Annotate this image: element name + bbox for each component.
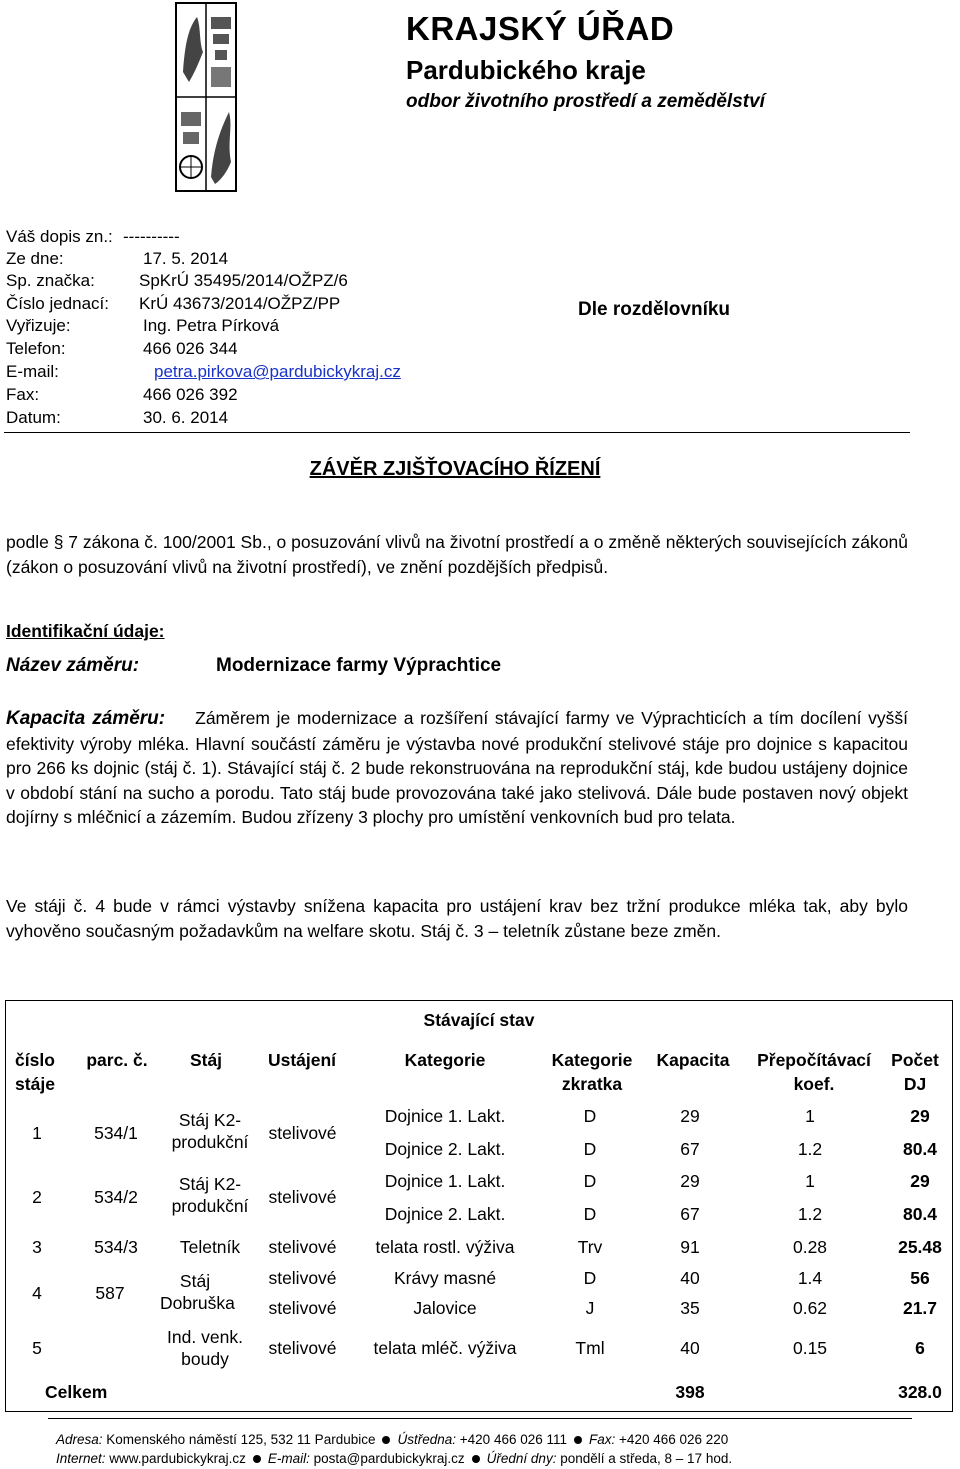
cell-stall: Stáj Dobruška [160,1271,235,1313]
cell-stall-number: 3 [32,1237,42,1257]
cell-capacity: 40 [680,1268,700,1288]
cell-stall: Stáj K2-produkční [171,1110,249,1152]
ref-row-date-from: Ze dne: 17. 5. 2014 [6,249,229,268]
region-name: Pardubického kraje [406,55,646,85]
footer-line-2: Internet: www.pardubickykraj.cz E-mail: posta@pardubickykraj.cz Úřední dny: pondělí a středa, 8 – 17 hod. [56,1451,733,1466]
ref-row-file-mark: Sp. značka: SpKrÚ 35495/2014/OŽPZ/6 [6,271,348,290]
cell-dj: 29 [910,1171,930,1191]
ref-row-phone: Telefon: 466 026 344 [6,339,238,358]
cell-housing: stelivové [268,1123,337,1143]
cell-coef: 1.4 [797,1268,823,1288]
th-parcel: parc. č. [86,1050,148,1070]
cell-capacity: 29 [680,1171,700,1191]
document-title: ZÁVĚR ZJIŠŤOVACÍHO ŘÍZENÍ [309,458,601,480]
total-label: Celkem [45,1382,108,1402]
cell-category: Dojnice 1. Lakt. [384,1171,506,1191]
cell-abbr: J [585,1298,595,1318]
recipient: Dle rozdělovníku [578,299,731,320]
capacity-label: Kapacita záměru: [6,708,166,729]
website-link[interactable]: www.pardubickykraj.cz [109,1451,246,1466]
cell-capacity: 91 [680,1237,700,1257]
cell-capacity: 67 [680,1204,700,1224]
cell-category: Dojnice 1. Lakt. [384,1106,506,1126]
th-housing: Ustájení [267,1050,337,1070]
divider [4,432,910,433]
footer-line-1: Adresa: Komenského náměstí 125, 532 11 Pardubice Ústředna: +420 466 026 111 Fax: +420 466 026 220 [56,1432,729,1447]
cell-dj: 80.4 [902,1204,938,1224]
email-link[interactable]: petra.pirkova@pardubickykraj.cz [154,362,401,381]
office-name: KRAJSKÝ ÚŘAD [406,10,675,47]
cell-capacity: 29 [680,1106,700,1126]
ref-row-email: E-mail: petra.pirkova@pardubickykraj.cz [6,362,401,381]
bullet-icon [574,1436,582,1444]
cell-stall: Ind. venk. boudy [167,1327,243,1369]
cell-coef: 0.15 [792,1338,828,1358]
cell-stall-number: 4 [32,1283,42,1303]
cell-stall-number: 5 [32,1338,42,1358]
th-category-abbr: Kategorie zkratka [551,1050,633,1094]
cell-category: Jalovice [413,1298,477,1318]
footer-email-link[interactable]: posta@pardubickykraj.cz [313,1451,465,1466]
project-name-label: Název záměru: [6,655,140,676]
bullet-icon [472,1455,480,1463]
cell-housing: stelivové [268,1338,337,1358]
cell-dj: 56 [910,1268,930,1288]
cell-parcel: 587 [95,1283,125,1303]
cell-abbr: D [583,1268,597,1288]
department-name: odbor životního prostředí a zemědělství [406,91,765,112]
cell-coef: 1 [805,1106,815,1126]
cell-abbr: D [583,1139,597,1159]
cell-parcel: 534/3 [94,1237,138,1257]
th-category: Kategorie [404,1050,486,1070]
cell-dj: 6 [915,1338,925,1358]
th-stall-number: číslo stáje [15,1050,55,1094]
total-dj: 328.0 [898,1382,942,1402]
cell-stall-number: 1 [32,1123,42,1143]
cell-stall: Teletník [179,1237,241,1257]
th-livestock-units: Počet DJ [891,1050,939,1094]
cell-parcel: 534/1 [94,1123,138,1143]
table-title: Stávající stav [423,1010,535,1030]
cell-coef: 1 [805,1171,815,1191]
cell-coef: 0.28 [792,1237,828,1257]
cell-housing: stelivové [268,1298,337,1318]
cell-coef: 1.2 [797,1204,823,1224]
stall4-paragraph: Ve stáji č. 4 bude v rámci výstavby snížena kapacita pro ustájení krav bez tržní produkce mléka tak, aby bylo vyhověno současným požadavkům na welfare skotu. Stáj č. 3 – teletník zůstane beze změn. [6,896,908,941]
ref-row-reference-number: Číslo jednací: KrÚ 43673/2014/OŽPZ/PP [6,294,341,313]
identification-heading: Identifikační údaje: [6,621,165,641]
bullet-icon [253,1455,261,1463]
cell-abbr: Trv [577,1237,603,1257]
cell-category: Dojnice 2. Lakt. [384,1139,506,1159]
regional-crest-logo [175,2,237,192]
capacity-text: Záměrem je modernizace a rozšíření stávající farmy ve Výprachticích a tím docílení vyšší efektivity výroby mléka. Hlavní součástí záměru je výstavba nové produkční stelivové stáje pro dojnice s kapacitou pro 266 ks dojnic (stáj č. 1). Stávající stáj č. 2 bude rekonstruována na reprodukční stáj, kde budou ustájeny dojnice v období stání na sucho a porodu. Tato stáj bude provozována také jako stelivová. Dále bude postaven nový objekt dojírny s mléčnicí a zázemím. Budou zřízeny 3 plochy pro umístění venkovních bud pro telata. [6,708,908,827]
footer-divider [48,1418,912,1419]
cell-abbr: D [583,1106,597,1126]
cell-category: Dojnice 2. Lakt. [384,1204,506,1224]
cell-abbr: Tml [575,1338,605,1358]
project-name-value: Modernizace farmy Výprachtice [216,655,502,676]
cell-category: Krávy masné [393,1268,497,1288]
cell-dj: 80.4 [902,1139,938,1159]
cell-stall-number: 2 [32,1187,42,1207]
cell-housing: stelivové [268,1237,337,1257]
cell-abbr: D [583,1204,597,1224]
cell-abbr: D [583,1171,597,1191]
th-coefficient: Přepočítávací koef. [757,1050,871,1094]
cell-capacity: 35 [680,1298,700,1318]
cell-capacity: 67 [680,1139,700,1159]
cell-capacity: 40 [680,1338,700,1358]
ref-row-fax: Fax: 466 026 392 [6,385,238,404]
cell-housing: stelivové [268,1268,337,1288]
cell-dj: 25.48 [898,1237,942,1257]
th-capacity: Kapacita [656,1050,730,1070]
cell-category: telata rostl. výživa [375,1237,515,1257]
cell-category: telata mléč. výživa [373,1338,517,1358]
law-reference-text: podle § 7 zákona č. 100/2001 Sb., o posuzování vlivů na životní prostředí a o změně některých souvisejících zákonů (zákon o posuzování vlivů na životní prostředí), ve znění pozdějších předpisů. [6,532,908,577]
cell-stall: Stáj K2-produkční [171,1174,249,1216]
ref-row-handled-by: Vyřizuje: Ing. Petra Pírková [6,316,280,335]
cell-housing: stelivové [268,1187,337,1207]
cell-coef: 1.2 [797,1139,823,1159]
th-stall: Stáj [189,1050,223,1070]
cell-dj: 29 [910,1106,930,1126]
cell-coef: 0.62 [792,1298,828,1318]
capacity-paragraph [6,706,908,830]
cell-dj: 21.7 [902,1298,938,1318]
ref-row-date: Datum: 30. 6. 2014 [6,408,229,427]
total-capacity: 398 [675,1382,705,1402]
ref-row-your-letter: Váš dopis zn.: ---------- [6,227,180,246]
cell-parcel: 534/2 [94,1187,138,1207]
bullet-icon [382,1436,390,1444]
